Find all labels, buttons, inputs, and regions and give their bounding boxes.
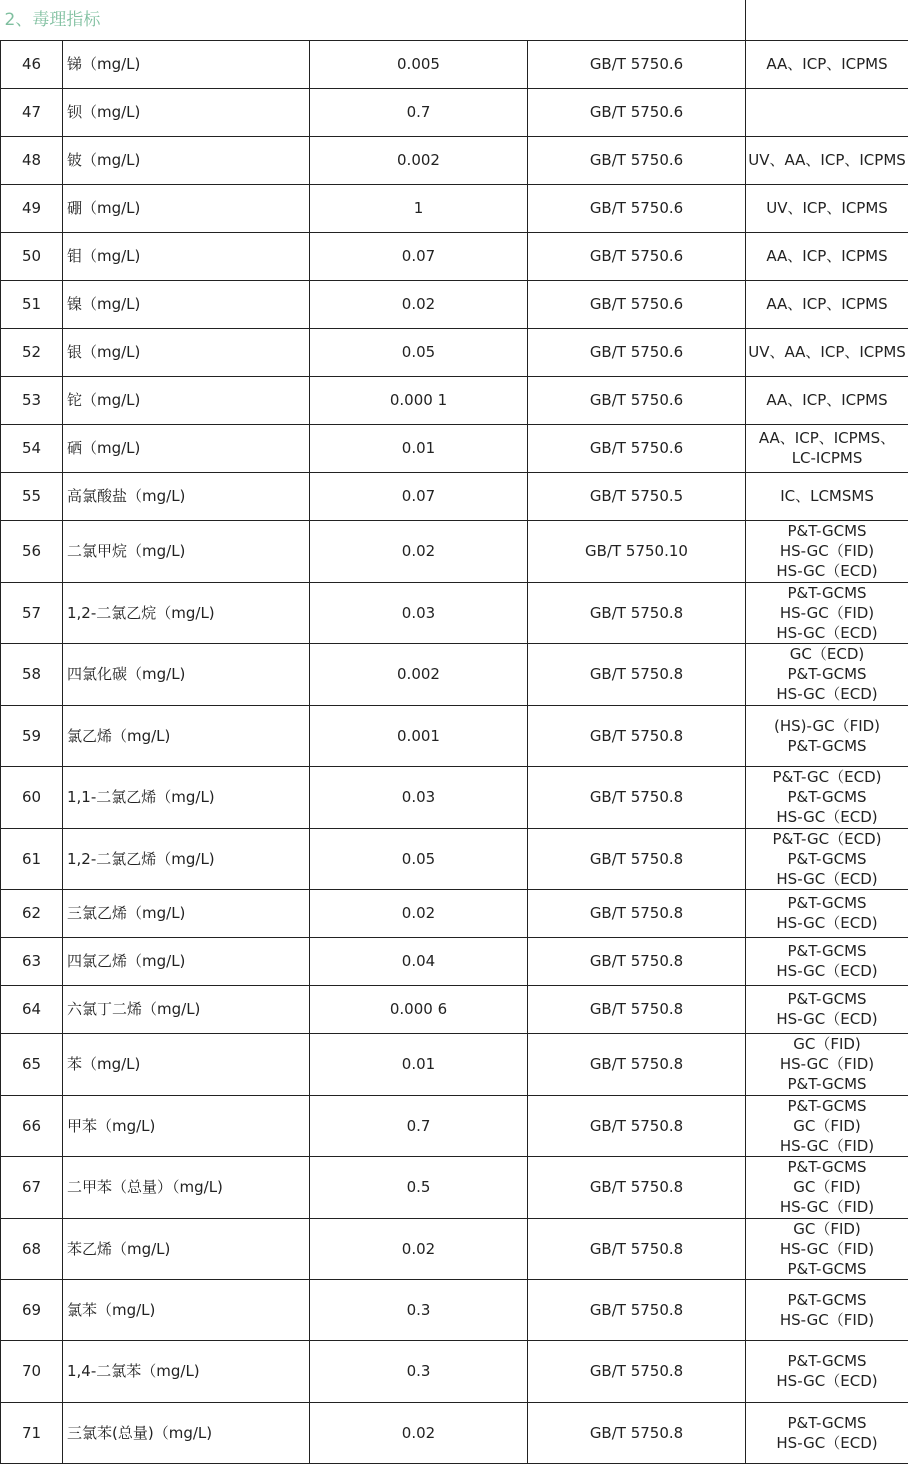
method-line: HS-GC（ECD) bbox=[776, 962, 878, 980]
row-number-cell: 55 bbox=[1, 472, 63, 520]
limit-value-cell: 1 bbox=[310, 184, 528, 232]
table-row bbox=[1, 1279, 908, 1340]
method-line: P&T-GCMS bbox=[787, 849, 867, 868]
method-line: P&T-GCMS bbox=[787, 736, 867, 755]
table-row bbox=[1, 1218, 908, 1279]
limit-value-cell: 0.01 bbox=[310, 424, 528, 472]
limit-value-cell: 0.000 1 bbox=[310, 376, 528, 424]
method-line: P&T-GCMS bbox=[787, 942, 867, 960]
method-cell bbox=[746, 1156, 908, 1218]
method-cell bbox=[746, 88, 908, 136]
limit-value-cell: 0.3 bbox=[310, 1279, 528, 1340]
method-line: GC（FID) bbox=[793, 1116, 861, 1135]
standard-cell: GB/T 5750.8 bbox=[528, 1033, 746, 1095]
method-line: AA、ICP、ICPMS bbox=[766, 295, 888, 313]
table-row bbox=[1, 705, 908, 766]
standard-cell: GB/T 5750.6 bbox=[528, 376, 746, 424]
method-cell bbox=[746, 520, 908, 582]
indicator-name-cell: 四氯乙烯（mg/L) bbox=[63, 937, 310, 985]
method-line: GC（FID) bbox=[793, 1035, 861, 1053]
method-line: GC（FID) bbox=[793, 1219, 861, 1238]
method-cell bbox=[746, 472, 908, 520]
row-number-cell: 62 bbox=[1, 889, 63, 937]
method-line: AA、ICP、ICPMS bbox=[766, 391, 888, 409]
standard-cell: GB/T 5750.6 bbox=[528, 328, 746, 376]
method-cell bbox=[746, 889, 908, 937]
standard-cell: GB/T 5750.8 bbox=[528, 1095, 746, 1156]
standard-cell: GB/T 5750.6 bbox=[528, 40, 746, 88]
standard-cell: GB/T 5750.8 bbox=[528, 766, 746, 828]
table-row bbox=[1, 1095, 908, 1156]
indicator-name-cell: 苯（mg/L) bbox=[63, 1033, 310, 1095]
table-row bbox=[1, 40, 908, 88]
method-cell bbox=[746, 232, 908, 280]
limit-value-cell: 0.05 bbox=[310, 328, 528, 376]
method-line: HS-GC（FID) bbox=[779, 1198, 875, 1216]
limit-value-cell: 0.002 bbox=[310, 643, 528, 705]
method-line: HS-GC（FID) bbox=[779, 603, 875, 622]
method-line: P&T-GCMS bbox=[787, 788, 867, 806]
standard-cell: GB/T 5750.10 bbox=[528, 520, 746, 582]
row-number-cell: 65 bbox=[1, 1033, 63, 1095]
table-row bbox=[1, 766, 908, 828]
standard-cell: GB/T 5750.8 bbox=[528, 643, 746, 705]
method-line: P&T-GC（ECD) bbox=[772, 829, 882, 848]
method-line: P&T-GCMS bbox=[787, 1290, 867, 1309]
method-line: P&T-GC（ECD) bbox=[772, 768, 882, 786]
method-line: HS-GC（ECD) bbox=[776, 685, 878, 703]
row-number-cell: 64 bbox=[1, 985, 63, 1033]
table-row bbox=[1, 828, 908, 889]
indicator-name-cell: 氯苯（mg/L) bbox=[63, 1279, 310, 1340]
limit-value-cell: 0.01 bbox=[310, 1033, 528, 1095]
limit-value-cell: 0.001 bbox=[310, 705, 528, 766]
standard-cell: GB/T 5750.8 bbox=[528, 582, 746, 643]
limit-value-cell: 0.04 bbox=[310, 937, 528, 985]
indicator-name-cell: 二氯甲烷（mg/L) bbox=[63, 520, 310, 582]
limit-value-cell: 0.07 bbox=[310, 472, 528, 520]
standard-cell: GB/T 5750.8 bbox=[528, 985, 746, 1033]
method-cell bbox=[746, 136, 908, 184]
method-cell bbox=[746, 1218, 908, 1279]
table-row bbox=[1, 582, 908, 643]
section-header-empty-cell bbox=[746, 0, 908, 40]
row-number-cell: 60 bbox=[1, 766, 63, 828]
standard-cell: GB/T 5750.8 bbox=[528, 1218, 746, 1279]
indicator-name-cell: 甲苯（mg/L) bbox=[63, 1095, 310, 1156]
standard-cell: GB/T 5750.6 bbox=[528, 280, 746, 328]
row-number-cell: 47 bbox=[1, 88, 63, 136]
limit-value-cell: 0.02 bbox=[310, 280, 528, 328]
method-cell bbox=[746, 1340, 908, 1402]
method-cell bbox=[746, 582, 908, 643]
method-line: HS-GC（FID) bbox=[779, 1055, 875, 1073]
row-number-cell: 49 bbox=[1, 184, 63, 232]
method-cell bbox=[746, 280, 908, 328]
indicator-name-cell: 高氯酸盐（mg/L) bbox=[63, 472, 310, 520]
row-number-cell: 59 bbox=[1, 705, 63, 766]
indicator-name-cell: 铊（mg/L) bbox=[63, 376, 310, 424]
indicator-name-cell: 铍（mg/L) bbox=[63, 136, 310, 184]
indicator-name-cell: 四氯化碳（mg/L) bbox=[63, 643, 310, 705]
method-cell bbox=[746, 828, 908, 889]
method-line: P&T-GCMS bbox=[787, 1096, 867, 1115]
row-number-cell: 56 bbox=[1, 520, 63, 582]
method-cell bbox=[746, 1033, 908, 1095]
method-cell bbox=[746, 40, 908, 88]
method-cell bbox=[746, 424, 908, 472]
indicator-name-cell: 锑（mg/L) bbox=[63, 40, 310, 88]
row-number-cell: 61 bbox=[1, 828, 63, 889]
row-number-cell: 50 bbox=[1, 232, 63, 280]
row-number-cell: 58 bbox=[1, 643, 63, 705]
row-number-cell: 48 bbox=[1, 136, 63, 184]
method-line: P&T-GCMS bbox=[787, 583, 867, 602]
standard-cell: GB/T 5750.6 bbox=[528, 88, 746, 136]
standard-cell: GB/T 5750.8 bbox=[528, 828, 746, 889]
method-cell bbox=[746, 1279, 908, 1340]
method-line: P&T-GCMS bbox=[787, 522, 867, 540]
indicator-name-cell: 氯乙烯（mg/L) bbox=[63, 705, 310, 766]
method-line: P&T-GCMS bbox=[787, 990, 867, 1008]
standard-cell: GB/T 5750.6 bbox=[528, 184, 746, 232]
section-title: 2、毒理指标 bbox=[1, 0, 746, 40]
limit-value-cell: 0.03 bbox=[310, 582, 528, 643]
indicator-name-cell: 硼（mg/L) bbox=[63, 184, 310, 232]
method-line: GC（FID) bbox=[793, 1178, 861, 1196]
method-line: HS-GC（ECD) bbox=[776, 1372, 878, 1390]
limit-value-cell: 0.02 bbox=[310, 520, 528, 582]
method-line: P&T-GCMS bbox=[787, 1158, 867, 1176]
method-cell bbox=[746, 766, 908, 828]
limit-value-cell: 0.5 bbox=[310, 1156, 528, 1218]
indicator-name-cell: 银（mg/L) bbox=[63, 328, 310, 376]
method-line: HS-GC（FID) bbox=[779, 1239, 875, 1258]
limit-value-cell: 0.07 bbox=[310, 232, 528, 280]
method-line: AA、ICP、ICPMS、 bbox=[758, 429, 896, 447]
method-cell bbox=[746, 328, 908, 376]
standard-cell: GB/T 5750.8 bbox=[528, 705, 746, 766]
standard-cell: GB/T 5750.8 bbox=[528, 1340, 746, 1402]
limit-value-cell: 0.03 bbox=[310, 766, 528, 828]
method-cell bbox=[746, 705, 908, 766]
limit-value-cell: 0.7 bbox=[310, 1095, 528, 1156]
method-line: AA、ICP、ICPMS bbox=[766, 55, 888, 73]
method-line: HS-GC（ECD) bbox=[776, 808, 878, 826]
limit-value-cell: 0.002 bbox=[310, 136, 528, 184]
table-row bbox=[1, 280, 908, 328]
row-number-cell: 53 bbox=[1, 376, 63, 424]
indicator-name-cell: 1,2-二氯乙烯（mg/L) bbox=[63, 828, 310, 889]
row-number-cell: 63 bbox=[1, 937, 63, 985]
method-cell bbox=[746, 1402, 908, 1463]
method-line: HS-GC（ECD) bbox=[776, 1433, 878, 1452]
standard-cell: GB/T 5750.8 bbox=[528, 1156, 746, 1218]
row-number-cell: 71 bbox=[1, 1402, 63, 1463]
table-row bbox=[1, 1033, 908, 1095]
method-cell bbox=[746, 1095, 908, 1156]
method-line: P&T-GCMS bbox=[787, 1413, 867, 1432]
indicator-name-cell: 硒（mg/L) bbox=[63, 424, 310, 472]
table-row bbox=[1, 424, 908, 472]
method-line: HS-GC（ECD) bbox=[776, 623, 878, 642]
table-row bbox=[1, 472, 908, 520]
limit-value-cell: 0.02 bbox=[310, 1402, 528, 1463]
standard-cell: GB/T 5750.8 bbox=[528, 1402, 746, 1463]
method-line: P&T-GCMS bbox=[787, 1075, 867, 1093]
indicator-name-cell: 三氯苯(总量)（mg/L) bbox=[63, 1402, 310, 1463]
table-row bbox=[1, 520, 908, 582]
method-cell bbox=[746, 643, 908, 705]
indicator-name-cell: 苯乙烯（mg/L) bbox=[63, 1218, 310, 1279]
standard-cell: GB/T 5750.6 bbox=[528, 232, 746, 280]
indicator-name-cell: 1,1-二氯乙烯（mg/L) bbox=[63, 766, 310, 828]
indicator-name-cell: 三氯乙烯（mg/L) bbox=[63, 889, 310, 937]
indicator-name-cell: 1,4-二氯苯（mg/L) bbox=[63, 1340, 310, 1402]
limit-value-cell: 0.05 bbox=[310, 828, 528, 889]
row-number-cell: 67 bbox=[1, 1156, 63, 1218]
method-line: HS-GC（FID) bbox=[779, 1136, 875, 1155]
standard-cell: GB/T 5750.8 bbox=[528, 937, 746, 985]
table-row bbox=[1, 376, 908, 424]
indicator-name-cell: 钼（mg/L) bbox=[63, 232, 310, 280]
row-number-cell: 46 bbox=[1, 40, 63, 88]
standard-cell: GB/T 5750.6 bbox=[528, 136, 746, 184]
row-number-cell: 69 bbox=[1, 1279, 63, 1340]
method-line: HS-GC（ECD) bbox=[776, 1010, 878, 1028]
row-number-cell: 54 bbox=[1, 424, 63, 472]
table-row bbox=[1, 1402, 908, 1463]
method-line: UV、AA、ICP、ICPMS bbox=[748, 151, 906, 169]
method-cell bbox=[746, 937, 908, 985]
method-line: UV、ICP、ICPMS bbox=[766, 199, 888, 217]
method-line: P&T-GCMS bbox=[787, 894, 867, 912]
method-line: GC（ECD) bbox=[789, 645, 865, 663]
indicator-name-cell: 钡（mg/L) bbox=[63, 88, 310, 136]
table-row bbox=[1, 985, 908, 1033]
table-row bbox=[1, 1156, 908, 1218]
method-line: LC-ICPMS bbox=[791, 449, 863, 467]
table-row bbox=[1, 328, 908, 376]
limit-value-cell: 0.000 6 bbox=[310, 985, 528, 1033]
method-cell bbox=[746, 376, 908, 424]
standard-cell: GB/T 5750.5 bbox=[528, 472, 746, 520]
method-line: P&T-GCMS bbox=[787, 1352, 867, 1370]
table-row bbox=[1, 184, 908, 232]
limit-value-cell: 0.005 bbox=[310, 40, 528, 88]
table-row bbox=[1, 88, 908, 136]
table-row bbox=[1, 889, 908, 937]
section-header-row bbox=[1, 0, 908, 40]
row-number-cell: 57 bbox=[1, 582, 63, 643]
row-number-cell: 68 bbox=[1, 1218, 63, 1279]
method-line: IC、LCMSMS bbox=[780, 487, 874, 505]
method-line: P&T-GCMS bbox=[787, 665, 867, 683]
row-number-cell: 51 bbox=[1, 280, 63, 328]
standard-cell: GB/T 5750.6 bbox=[528, 424, 746, 472]
standard-cell: GB/T 5750.8 bbox=[528, 1279, 746, 1340]
table-row bbox=[1, 136, 908, 184]
method-line: UV、AA、ICP、ICPMS bbox=[748, 343, 906, 361]
indicator-name-cell: 六氯丁二烯（mg/L) bbox=[63, 985, 310, 1033]
row-number-cell: 66 bbox=[1, 1095, 63, 1156]
method-line: HS-GC（FID) bbox=[779, 1310, 875, 1329]
method-line: HS-GC（ECD) bbox=[776, 914, 878, 932]
method-cell bbox=[746, 985, 908, 1033]
table-row bbox=[1, 1340, 908, 1402]
method-line: HS-GC（ECD) bbox=[776, 869, 878, 888]
standard-cell: GB/T 5750.8 bbox=[528, 889, 746, 937]
indicator-name-cell: 1,2-二氯乙烷（mg/L) bbox=[63, 582, 310, 643]
limit-value-cell: 0.7 bbox=[310, 88, 528, 136]
indicator-name-cell: 二甲苯（总量）（mg/L) bbox=[63, 1156, 310, 1218]
method-line: HS-GC（ECD) bbox=[776, 562, 878, 580]
table-row bbox=[1, 937, 908, 985]
indicator-name-cell: 镍（mg/L) bbox=[63, 280, 310, 328]
method-line: (HS)-GC（FID) bbox=[774, 716, 881, 735]
table-row bbox=[1, 643, 908, 705]
row-number-cell: 70 bbox=[1, 1340, 63, 1402]
limit-value-cell: 0.02 bbox=[310, 1218, 528, 1279]
row-number-cell: 52 bbox=[1, 328, 63, 376]
method-line: AA、ICP、ICPMS bbox=[766, 247, 888, 265]
limit-value-cell: 0.02 bbox=[310, 889, 528, 937]
method-line: P&T-GCMS bbox=[787, 1259, 867, 1278]
method-line: HS-GC（FID) bbox=[779, 542, 875, 560]
method-cell bbox=[746, 184, 908, 232]
limit-value-cell: 0.3 bbox=[310, 1340, 528, 1402]
table-row bbox=[1, 232, 908, 280]
